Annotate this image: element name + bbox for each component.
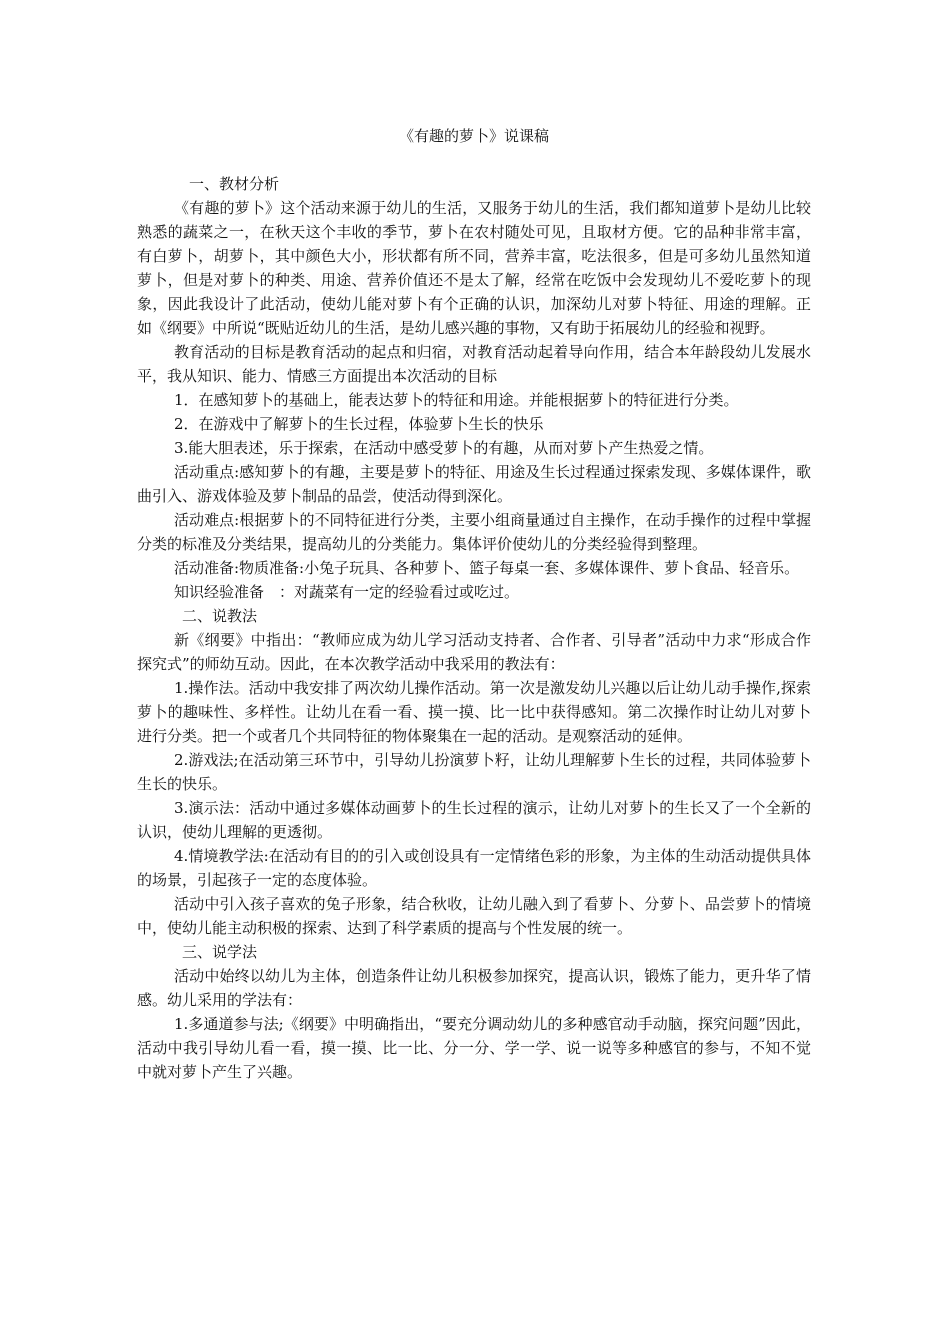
paragraph: 知识经验准备 ：对蔬菜有一定的经验看过或吃过。 <box>174 583 520 601</box>
paragraph: 活动中始终以幼儿为主体，创造条件让幼儿积极参加探究，提高认识，锻炼了能力，更升华了情感。幼儿采用的学法有： <box>137 967 811 1009</box>
paragraph: 2．在游戏中了解萝卜的生长过程，体验萝卜生长的快乐 <box>174 415 544 433</box>
paragraph: 2.游戏法;在活动第三环节中，引导幼儿扮演萝卜籽，让幼儿理解萝卜生长的过程，共同体验萝卜生长的快乐。 <box>137 751 811 793</box>
paragraph: 1.操作法。活动中我安排了两次幼儿操作活动。第一次是激发幼儿兴趣以后让幼儿动手操作,探索萝卜的趣味性、多样性。让幼儿在看一看、摸一摸、比一比中获得感知。第二次操作时让幼儿对萝卜进行分类。把一个或者几个共同特征的物体聚集在一起的活动。是观察活动的延伸。 <box>137 679 811 745</box>
paragraph: 1．在感知萝卜的基础上，能表达萝卜的特征和用途。并能根据萝卜的特征进行分类。 <box>174 391 739 409</box>
paragraph: 活动重点:感知萝卜的有趣，主要是萝卜的特征、用途及生长过程通过探索发现、多媒体课件，歌曲引入、游戏体验及萝卜制品的品尝，使活动得到深化。 <box>137 463 811 505</box>
paragraph: 活动中引入孩子喜欢的兔子形象，结合秋收，让幼儿融入到了看萝卜、分萝卜、品尝萝卜的情境中，使幼儿能主动积极的探索、达到了科学素质的提高与个性发展的统一。 <box>137 895 811 937</box>
section-heading-materials: 一、教材分析 <box>189 175 280 193</box>
paragraph: 4.情境教学法:在活动有目的的引入或创设具有一定情绪色彩的形象，为主体的生动活动提供具体的场景，引起孩子一定的态度体验。 <box>137 847 811 889</box>
paragraph: 1.多通道参与法;《纲要》中明确指出，“要充分调动幼儿的多种感官动手动脑，探究问题”因此，活动中我引导幼儿看一看，摸一摸、比一比、分一分、学一学、说一说等多种感官的参与，不知不觉中就对萝卜产生了兴趣。 <box>137 1015 811 1081</box>
paragraph: 3.能大胆表述，乐于探索，在活动中感受萝卜的有趣，从而对萝卜产生热爱之情。 <box>174 439 714 457</box>
paragraph: 活动准备:物质准备:小兔子玩具、各种萝卜、篮子每桌一套、多媒体课件、萝卜食品、轻音乐。 <box>174 559 800 577</box>
section-heading-learning-methods: 三、说学法 <box>182 943 258 961</box>
document-title: 《有趣的萝卜》说课稿 <box>398 127 549 145</box>
paragraph: 教育活动的目标是教育活动的起点和归宿，对教育活动起着导向作用，结合本年龄段幼儿发展水平，我从知识、能力、情感三方面提出本次活动的目标 <box>137 343 811 385</box>
paragraph: 《有趣的萝卜》这个活动来源于幼儿的生活，又服务于幼儿的生活，我们都知道萝卜是幼儿比较熟悉的蔬菜之一，在秋天这个丰收的季节，萝卜在农村随处可见，且取材方便。它的品种非常丰富，有白萝卜，胡萝卜，其中颜色大小，形状都有所不同，营养丰富，吃法很多，但是可多幼儿虽然知道萝卜，但是对萝卜的种类、用途、营养价值还不是太了解，经常在吃饭中会发现幼儿不爱吃萝卜的现象，因此我设计了此活动，使幼儿能对萝卜有个正确的认识，加深幼儿对萝卜特征、用途的理解。正如《纲要》中所说“既贴近幼儿的生活，是幼儿感兴趣的事物，又有助于拓展幼儿的经验和视野。 <box>137 199 811 337</box>
document-page <box>137 124 811 1084</box>
paragraph: 新《纲要》中指出：“教师应成为幼儿学习活动支持者、合作者、引导者”活动中力求“形成合作探究式”的师幼互动。因此，在本次教学活动中我采用的教法有： <box>137 631 811 673</box>
section-heading-teaching-methods: 二、说教法 <box>182 607 258 625</box>
paragraph: 活动难点:根据萝卜的不同特征进行分类，主要小组商量通过自主操作，在动手操作的过程中掌握分类的标准及分类结果，提高幼儿的分类能力。集体评价使幼儿的分类经验得到整理。 <box>137 511 811 553</box>
paragraph: 3.演示法：活动中通过多媒体动画萝卜的生长过程的演示，让幼儿对萝卜的生长又了一个全新的认识，使幼儿理解的更透彻。 <box>137 799 811 841</box>
